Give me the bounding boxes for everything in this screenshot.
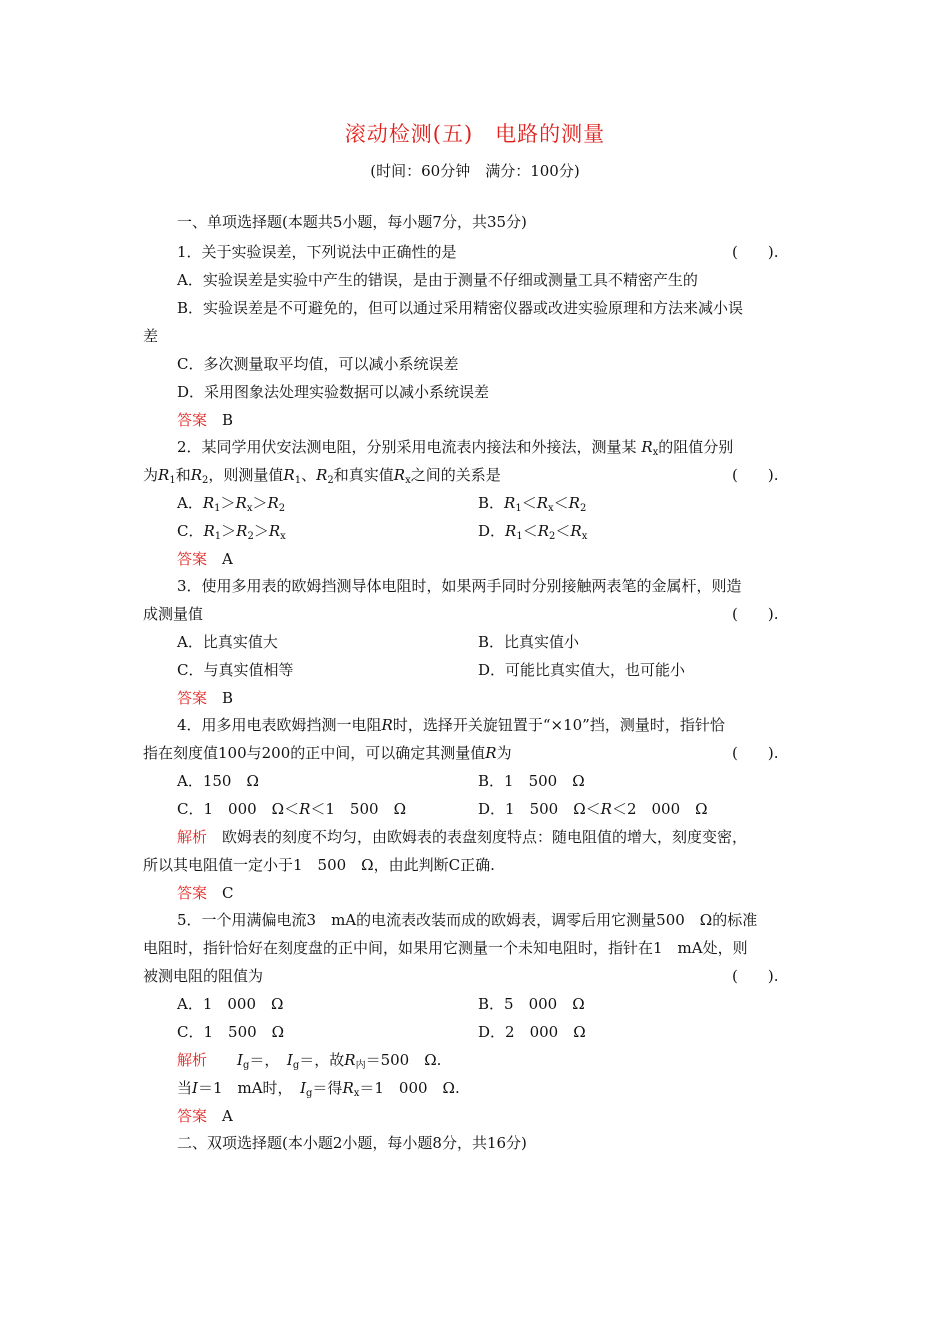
answer-bracket: ( ). bbox=[732, 243, 779, 261]
option-d: D．$R_1<R_2<R_x$ bbox=[478, 522, 588, 542]
page-title: 滚动检测(五) 电路的测量 bbox=[344, 122, 606, 146]
question-stem: 3．使用多用表的欧姆挡测导体电阻时，如果两手同时分别接触两表笔的金属杆，则造 bbox=[177, 577, 742, 595]
answer-label: 答案 bbox=[177, 550, 208, 568]
question-stem: 4．用多用电表欧姆挡测一电阻R时，选择开关旋钮置于“×10”挡，测量时，指针恰 bbox=[177, 716, 725, 734]
question-stem-continued: 被测电阻的阻值为 bbox=[143, 967, 264, 985]
question-stem: 2．某同学用伏安法测电阻，分别采用电流表内接法和外接法，测量某 $R_x$的阻值分别 bbox=[177, 438, 734, 458]
option-b: B．5 000 Ω bbox=[478, 995, 585, 1013]
option-a: A．比真实值大 bbox=[177, 633, 278, 651]
question-stem-continued: 电阻时，指针恰好在刻度盘的正中间，如果用它测量一个未知电阻时，指针在1 mA处，则 bbox=[143, 939, 748, 957]
option-a: A．$R_1>R_x>R_2$ bbox=[177, 494, 286, 514]
answer-line bbox=[177, 410, 233, 430]
option-d: D．1 500 Ω＜R＜2 000 Ω bbox=[478, 800, 708, 818]
answer-line bbox=[177, 549, 233, 569]
analysis-line: 解析 欧姆表的刻度不均匀，由欧姆表的表盘刻度特点：随电阻值的增大，刻度变密， bbox=[177, 828, 748, 846]
answer-value: A bbox=[222, 1107, 233, 1125]
option-b: B．$R_1<R_x<R_2$ bbox=[478, 494, 587, 514]
section-heading: 一、单项选择题(本题共5小题，每小题7分，共35分) bbox=[177, 213, 527, 231]
analysis-label: 解析 bbox=[177, 828, 208, 846]
answer-value: C bbox=[222, 884, 234, 902]
option-d: D．可能比真实值大，也可能小 bbox=[478, 661, 686, 679]
question-stem: 5．一个用满偏电流3 mA的电流表改装而成的欧姆表，调零后用它测量500 Ω的标准 bbox=[177, 911, 758, 929]
option-b: B．1 500 Ω bbox=[478, 772, 585, 790]
option-a: A．150 Ω bbox=[177, 772, 259, 790]
option-d: D．采用图象法处理实验数据可以减小系统误差 bbox=[177, 383, 490, 401]
question-stem-continued: 指在刻度值100与200的正中间，可以确定其测量值R为 bbox=[143, 744, 512, 762]
answer-bracket: ( ). bbox=[732, 744, 779, 762]
option-b: B．实验误差是不可避免的，但可以通过采用精密仪器或改进实验原理和方法来减小误 bbox=[177, 299, 744, 317]
option-d: D．2 000 Ω bbox=[478, 1023, 586, 1041]
section-heading: 二、双项选择题(本小题2小题，每小题8分，共16分) bbox=[177, 1134, 527, 1152]
option-c: C．$R_1>R_2>R_x$ bbox=[177, 522, 286, 542]
answer-bracket: ( ). bbox=[732, 967, 779, 985]
answer-line bbox=[177, 688, 233, 708]
answer-label: 答案 bbox=[177, 884, 208, 902]
page-subtitle: (时间：60分钟 满分：100分) bbox=[370, 162, 580, 180]
answer-bracket: ( ). bbox=[732, 605, 779, 623]
answer-bracket: ( ). bbox=[732, 466, 779, 484]
question-stem: 1．关于实验误差，下列说法中正确性的是 bbox=[177, 243, 457, 261]
analysis-label: 解析 bbox=[177, 1051, 208, 1069]
option-c: C．1 000 Ω＜R＜1 500 Ω bbox=[177, 800, 407, 818]
answer-value: A bbox=[222, 550, 233, 568]
option-c: C．多次测量取平均值，可以减小系统误差 bbox=[177, 355, 459, 373]
analysis-line: 解析 $I_g=$， $I_g=$，故$R_内=500$ Ω. bbox=[177, 1051, 442, 1071]
option-a: A．1 000 Ω bbox=[177, 995, 284, 1013]
option-c: C．与真实值相等 bbox=[177, 661, 294, 679]
answer-label: 答案 bbox=[177, 689, 208, 707]
option-b-continued: 差 bbox=[143, 327, 159, 345]
answer-label: 答案 bbox=[177, 411, 208, 429]
answer-label: 答案 bbox=[177, 1107, 208, 1125]
answer-value: B bbox=[222, 411, 234, 429]
analysis-line-continued: 当I＝1 mA时， $I_g=$得$R_x=1$ 000 Ω. bbox=[177, 1079, 460, 1099]
answer-line bbox=[177, 883, 234, 903]
option-b: B．比真实值小 bbox=[478, 633, 580, 651]
analysis-line-continued: 所以其电阻值一定小于1 500 Ω，由此判断C正确. bbox=[143, 856, 495, 874]
option-c: C．1 500 Ω bbox=[177, 1023, 285, 1041]
question-stem-continued: 成测量值 bbox=[143, 605, 204, 623]
answer-value: B bbox=[222, 689, 234, 707]
answer-line bbox=[177, 1106, 233, 1126]
question-stem-continued: 为$R_1$和$R_2$，则测量值$R_1$、$R_2$和真实值$R_x$之间的关系是 bbox=[143, 466, 501, 486]
option-a: A．实验误差是实验中产生的错误，是由于测量不仔细或测量工具不精密产生的 bbox=[177, 271, 698, 289]
